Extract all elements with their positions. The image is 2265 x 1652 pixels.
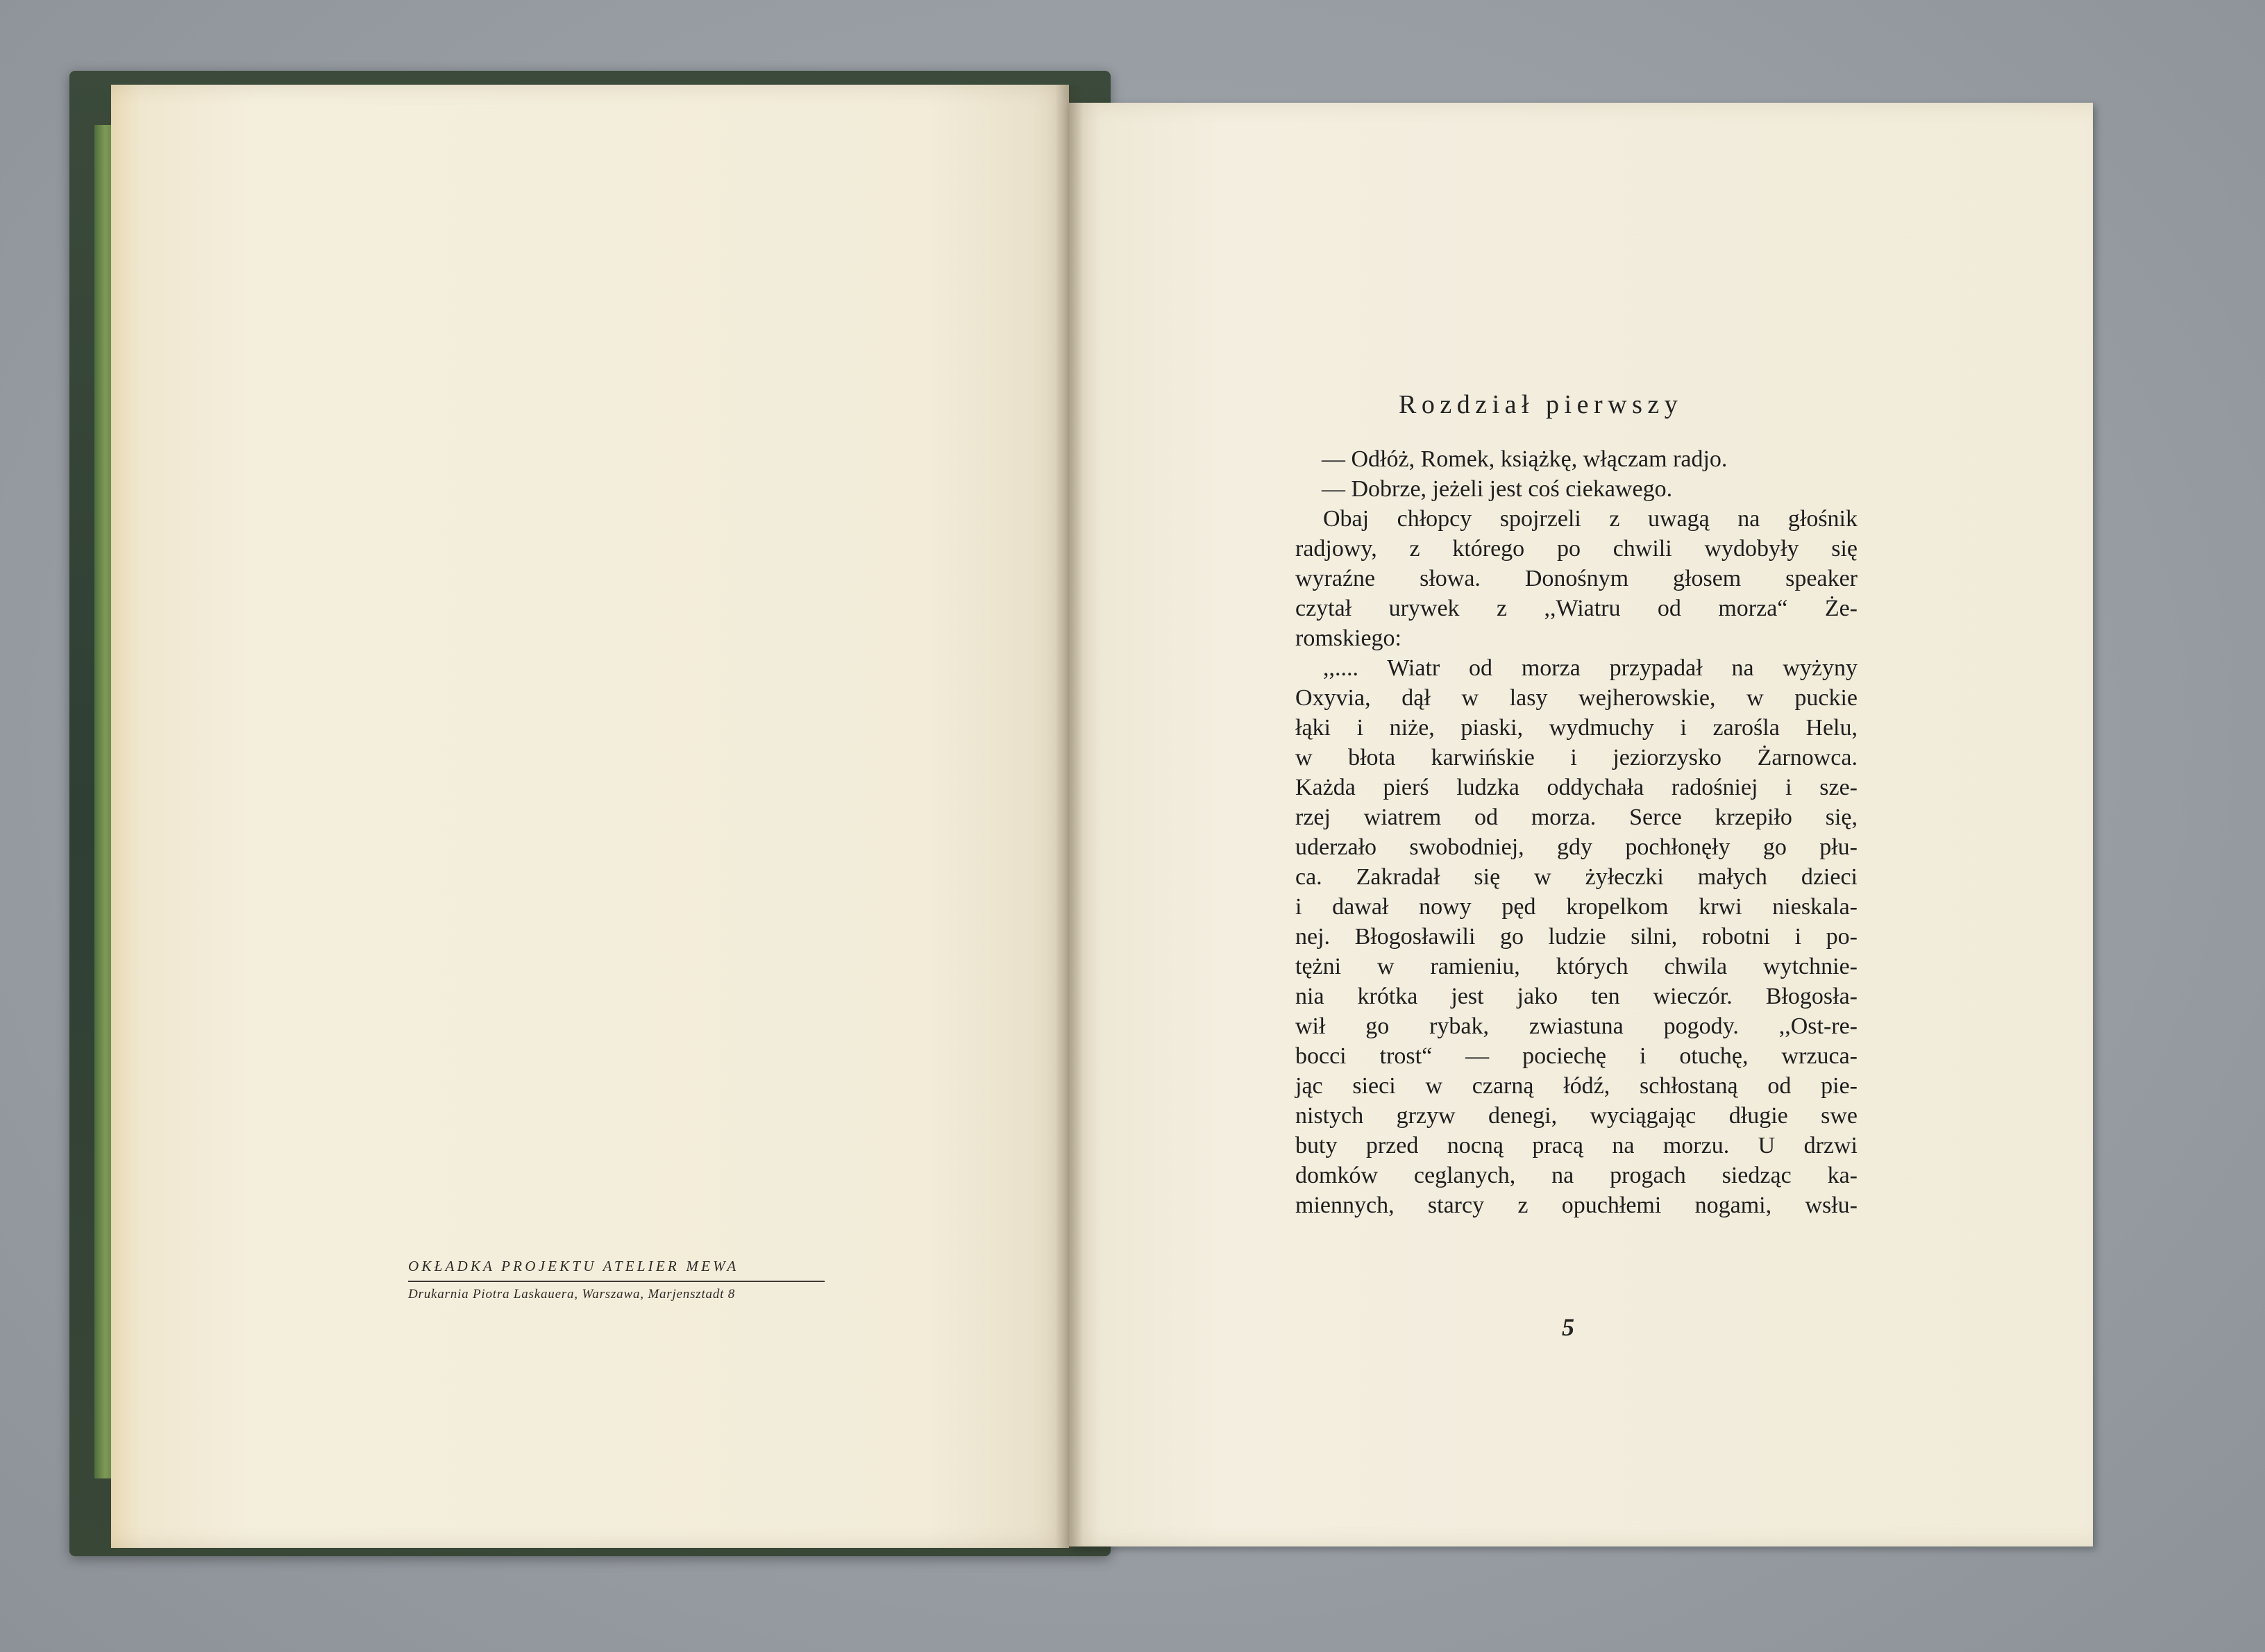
- text-line: ca. Zakradał się w żyłeczki małych dzieci: [1295, 864, 1858, 890]
- text-line: ,,.... Wiatr od morza przypadał na wyżyny: [1323, 655, 1858, 681]
- text-line: Obaj chłopcy spojrzeli z uwagą na głośnik: [1323, 506, 1858, 532]
- body-text: [1295, 444, 1858, 1220]
- colophon: [408, 1258, 825, 1302]
- text-line: Każda pierś ludzka oddychała radośniej i sze-: [1295, 775, 1858, 800]
- text-line: miennych, starcy z opuchłemi nogami, wsłu-: [1295, 1192, 1858, 1218]
- text-line: i dawał nowy pęd kropelkom krwi nieskala-: [1295, 894, 1858, 920]
- text-line: Oxyvia, dął w lasy wejherowskie, w puckie: [1295, 685, 1858, 711]
- colophon-cover-credit: OKŁADKA PROJEKTU ATELIER MEWA: [408, 1258, 825, 1282]
- text-line: buty przed nocną pracą na morzu. U drzwi: [1295, 1133, 1858, 1158]
- text-line: domków ceglanych, na progach siedząc ka-: [1295, 1163, 1858, 1188]
- text-line: uderzało swobodniej, gdy pochłonęły go płu-: [1295, 834, 1858, 860]
- text-line: łąki i niże, piaski, wydmuchy i zarośla Helu,: [1295, 715, 1858, 741]
- text-line: wyraźne słowa. Donośnym głosem speaker: [1295, 566, 1858, 591]
- text-line: nej. Błogosławili go ludzie silni, robotni i po-: [1295, 924, 1858, 950]
- left-page: [111, 85, 1069, 1548]
- text-line: wił go rybak, zwiastuna pogody. ,,Ost-re-: [1295, 1013, 1858, 1039]
- text-line: w błota karwińskie i jeziorzysko Żarnowca.: [1295, 745, 1858, 770]
- text-line: — Dobrze, jeżeli jest coś ciekawego.: [1322, 476, 1673, 502]
- text-line: czytał urywek z ,,Wiatru od morza“ Że-: [1295, 596, 1858, 621]
- text-line: nistych grzyw denegi, wyciągając długie swe: [1295, 1103, 1858, 1129]
- book-gutter: [1055, 85, 1083, 1549]
- page-number: 5: [1562, 1313, 1574, 1341]
- chapter-heading: Rozdział pierwszy: [1399, 390, 1683, 419]
- text-line: tężni w ramieniu, których chwila wytchnie-: [1295, 954, 1858, 979]
- text-line: jąc sieci w czarną łódź, schłostaną od pie-: [1295, 1073, 1858, 1099]
- colophon-printer-credit: Drukarnia Piotra Laskauera, Warszawa, Marjensztadt 8: [408, 1287, 736, 1301]
- text-line: bocci trost“ — pociechę i otuchę, wrzuca-: [1295, 1043, 1858, 1069]
- text-line: radjowy, z którego po chwili wydobyły się: [1295, 536, 1858, 562]
- text-line: romskiego:: [1295, 625, 1401, 651]
- text-line: nia krótka jest jako ten wieczór. Błogosła-: [1295, 984, 1858, 1009]
- text-line: — Odłóż, Romek, książkę, włączam radjo.: [1322, 446, 1728, 472]
- text-line: rzej wiatrem od morza. Serce krzepiło się,: [1295, 804, 1858, 830]
